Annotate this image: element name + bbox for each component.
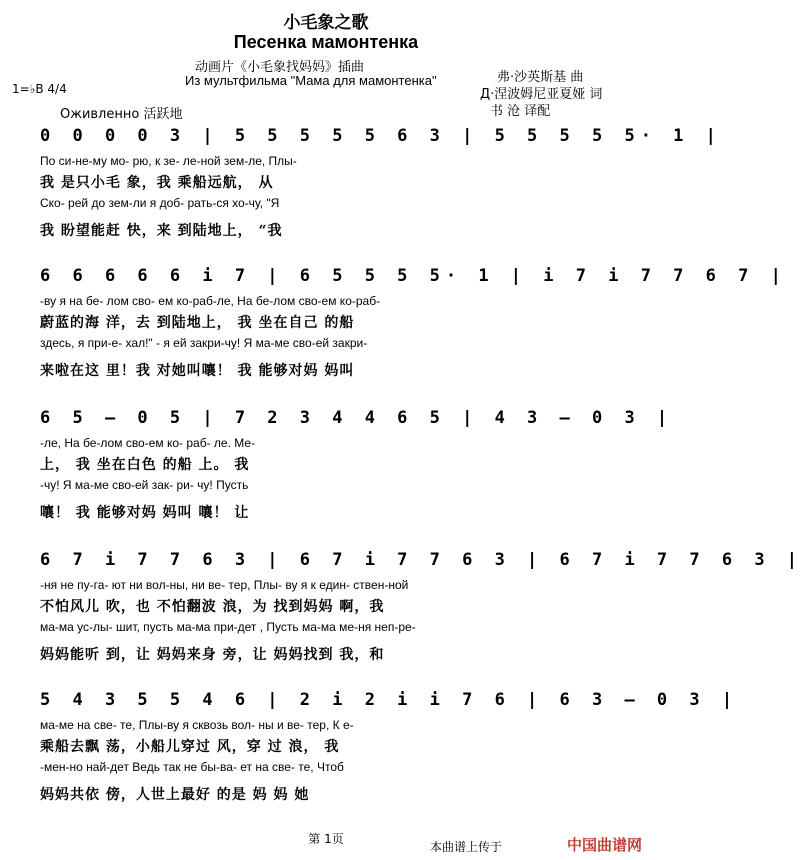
notes-line: 5 4 3 5 5 4 6 | 2 i 2 i i 7 6 | 6 3 – 0 3 |: [40, 690, 739, 710]
lyric-ru-1: -ву я на бе- лом сво- ем ко-раб-ле, На бе-лом сво-ем ко-раб-: [40, 294, 381, 308]
lyric-cn-1: 蔚蓝的海 洋，去 到陆地上， 我 坐在自己 的船: [40, 315, 355, 331]
lyric-cn-1: 不怕风儿 吹，也 不怕翻波 浪，为 找到妈妈 啊，我: [40, 599, 385, 615]
key-signature: 1=♭B 4/4: [12, 82, 67, 96]
lyric-ru-1: -ле, На бе-лом сво-ем ко- раб- ле. Ме-: [40, 436, 256, 450]
lyric-ru-1: -ня не пу-га- ют ни вол-ны, ни ве- тер, Плы- ву я к един- ствен-ной: [40, 578, 409, 592]
lyric-ru-2: -мен-но най-дет Ведь так не бы-ва- ет на све- те, Чтоб: [40, 760, 344, 774]
subtitle-cn: 动画片《小毛象找妈妈》插曲: [195, 60, 365, 75]
lyric-cn-2: 来啦在这 里！我 对她叫嚷！ 我 能够对妈 妈叫: [40, 363, 355, 379]
lyric-ru-2: -чу! Я ма-ме сво-ей зак- ри- чу! Пусть: [40, 478, 249, 492]
lyric-ru-2: Ско- рей до зем-ли я доб- рать-ся хо-чу, "Я: [40, 196, 280, 210]
upload-note: 本曲谱上传于: [429, 840, 502, 854]
site-logo[interactable]: 中国曲谱网: [566, 836, 642, 854]
page-number: 第 1页: [308, 832, 344, 846]
lyric-ru-1: По си-не-му мо- рю, к зе- ле-ной зем-ле, Плы-: [40, 154, 297, 168]
composer-credit: 弗·沙英斯基 曲: [497, 70, 584, 85]
title-ru: Песенка мамонтенка: [233, 32, 419, 52]
subtitle-ru: Из мультфильма "Мама для мамонтенка": [185, 73, 437, 88]
lyric-cn-2: 妈妈共依 傍，人世上最好 的是 妈 妈 她: [40, 787, 310, 803]
lyric-cn-2: 嚷！ 我 能够对妈 妈叫 嚷！ 让: [40, 505, 250, 521]
tempo-marking: Оживленно 活跃地: [60, 107, 183, 122]
notes-line: 6 7 i 7 7 6 3 | 6 7 i 7 7 6 3 | 6 7 i 7 7 6 3 |: [40, 550, 803, 570]
notes-line: 6 5 – 0 5 | 7 2 3 4 4 6 5 | 4 3 – 0 3 |: [40, 408, 674, 428]
translator-credit: 书 沧 译配: [490, 104, 551, 119]
lyric-cn-1: 上， 我 坐在白色 的船 上。 我: [40, 457, 250, 473]
lyric-cn-2: 我 盼望能赶 快，来 到陆地上， “我: [40, 223, 283, 239]
notes-line: 6 6 6 6 6 i 7 | 6 5 5 5 5· 1 | i 7 i 7 7 6 7 |: [40, 266, 787, 286]
lyric-cn-1: 乘船去飘 荡，小船儿穿过 风，穿 过 浪， 我: [40, 739, 340, 755]
title-cn: 小毛象之歌: [283, 13, 369, 33]
lyric-cn-2: 妈妈能听 到，让 妈妈来身 旁，让 妈妈找到 我，和: [40, 647, 385, 663]
notes-line: 0 0 0 0 3 | 5 5 5 5 5 6 3 | 5 5 5 5 5· 1 |: [40, 126, 722, 146]
lyric-ru-2: здесь, я при-е- хал!" - я ей закри-чу! Я ма-ме сво-ей закри-: [40, 336, 368, 350]
lyric-cn-1: 我 是只小毛 象，我 乘船远航， 从: [40, 175, 274, 191]
lyric-ru-2: ма-ма ус-лы- шит, пусть ма-ма при-дет , Пусть ма-ма ме-ня неп-ре-: [40, 620, 416, 634]
lyric-ru-1: ма-ме на све- те, Плы-ву я сквозь вол- ны и ве- тер, К е-: [40, 718, 354, 732]
lyricist-credit: Д·涅波姆尼亚夏娅 词: [480, 87, 603, 102]
